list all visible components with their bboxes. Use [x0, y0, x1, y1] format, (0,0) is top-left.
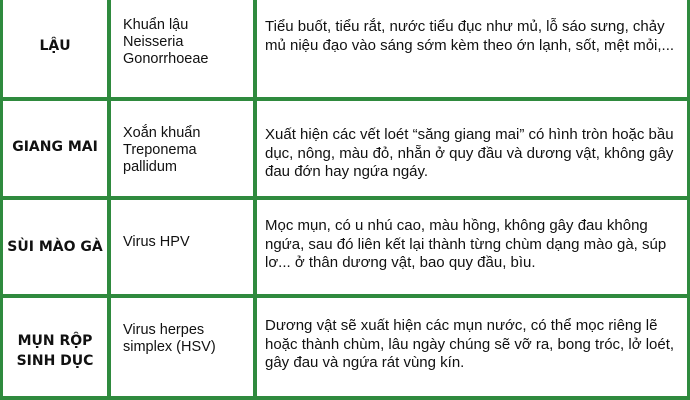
disease-name: SÙI MÀO GÀ: [7, 239, 103, 255]
symptoms-cell: Dương vật sẽ xuất hiện các mụn nước, có thể mọc riêng lẽ hoặc thành chùm, lâu ngày chúng sẽ vỡ ra, bong tróc, lở loét, gây đau và ngứa rát vùng kín.: [265, 317, 675, 371]
symptoms-cell: Xuất hiện các vết loét “săng giang mai” có hình tròn hoặc bầu dục, nông, màu đỏ, nhẵn ở quy đầu và dương vật, không gây đau đớn hay ngứa ngáy.: [265, 126, 674, 180]
disease-name: MỤN RỘP SINH DỤC: [16, 333, 94, 369]
symptoms-cell: Tiểu buốt, tiểu rắt, nước tiểu đục như mủ, lỗ sáo sưng, chảy mủ niệu đạo vào sáng sớm kèm theo ớn lạnh, sốt, mệt mỏi,...: [265, 18, 675, 54]
symptoms-cell: Mọc mụn, có u nhú cao, màu hồng, không gây đau không ngứa, sau đó liên kết lại thành từng chùm dạng mào gà, súp lơ... ở thân dương vật, bao quy đầu, bìu.: [265, 217, 667, 271]
disease-name: LẬU: [39, 37, 71, 54]
pathogen-cell: Virus herpes simplex (HSV): [123, 322, 216, 355]
pathogen-cell: Virus HPV: [123, 234, 190, 250]
pathogen-cell: Khuẩn lậu Neisseria Gonorrhoeae: [123, 17, 209, 67]
pathogen-cell: Xoắn khuẩn Treponema pallidum: [123, 125, 201, 175]
bottom-border: [0, 396, 690, 400]
row-divider-3: [0, 294, 690, 298]
disease-name: GIANG MAI: [12, 138, 98, 155]
